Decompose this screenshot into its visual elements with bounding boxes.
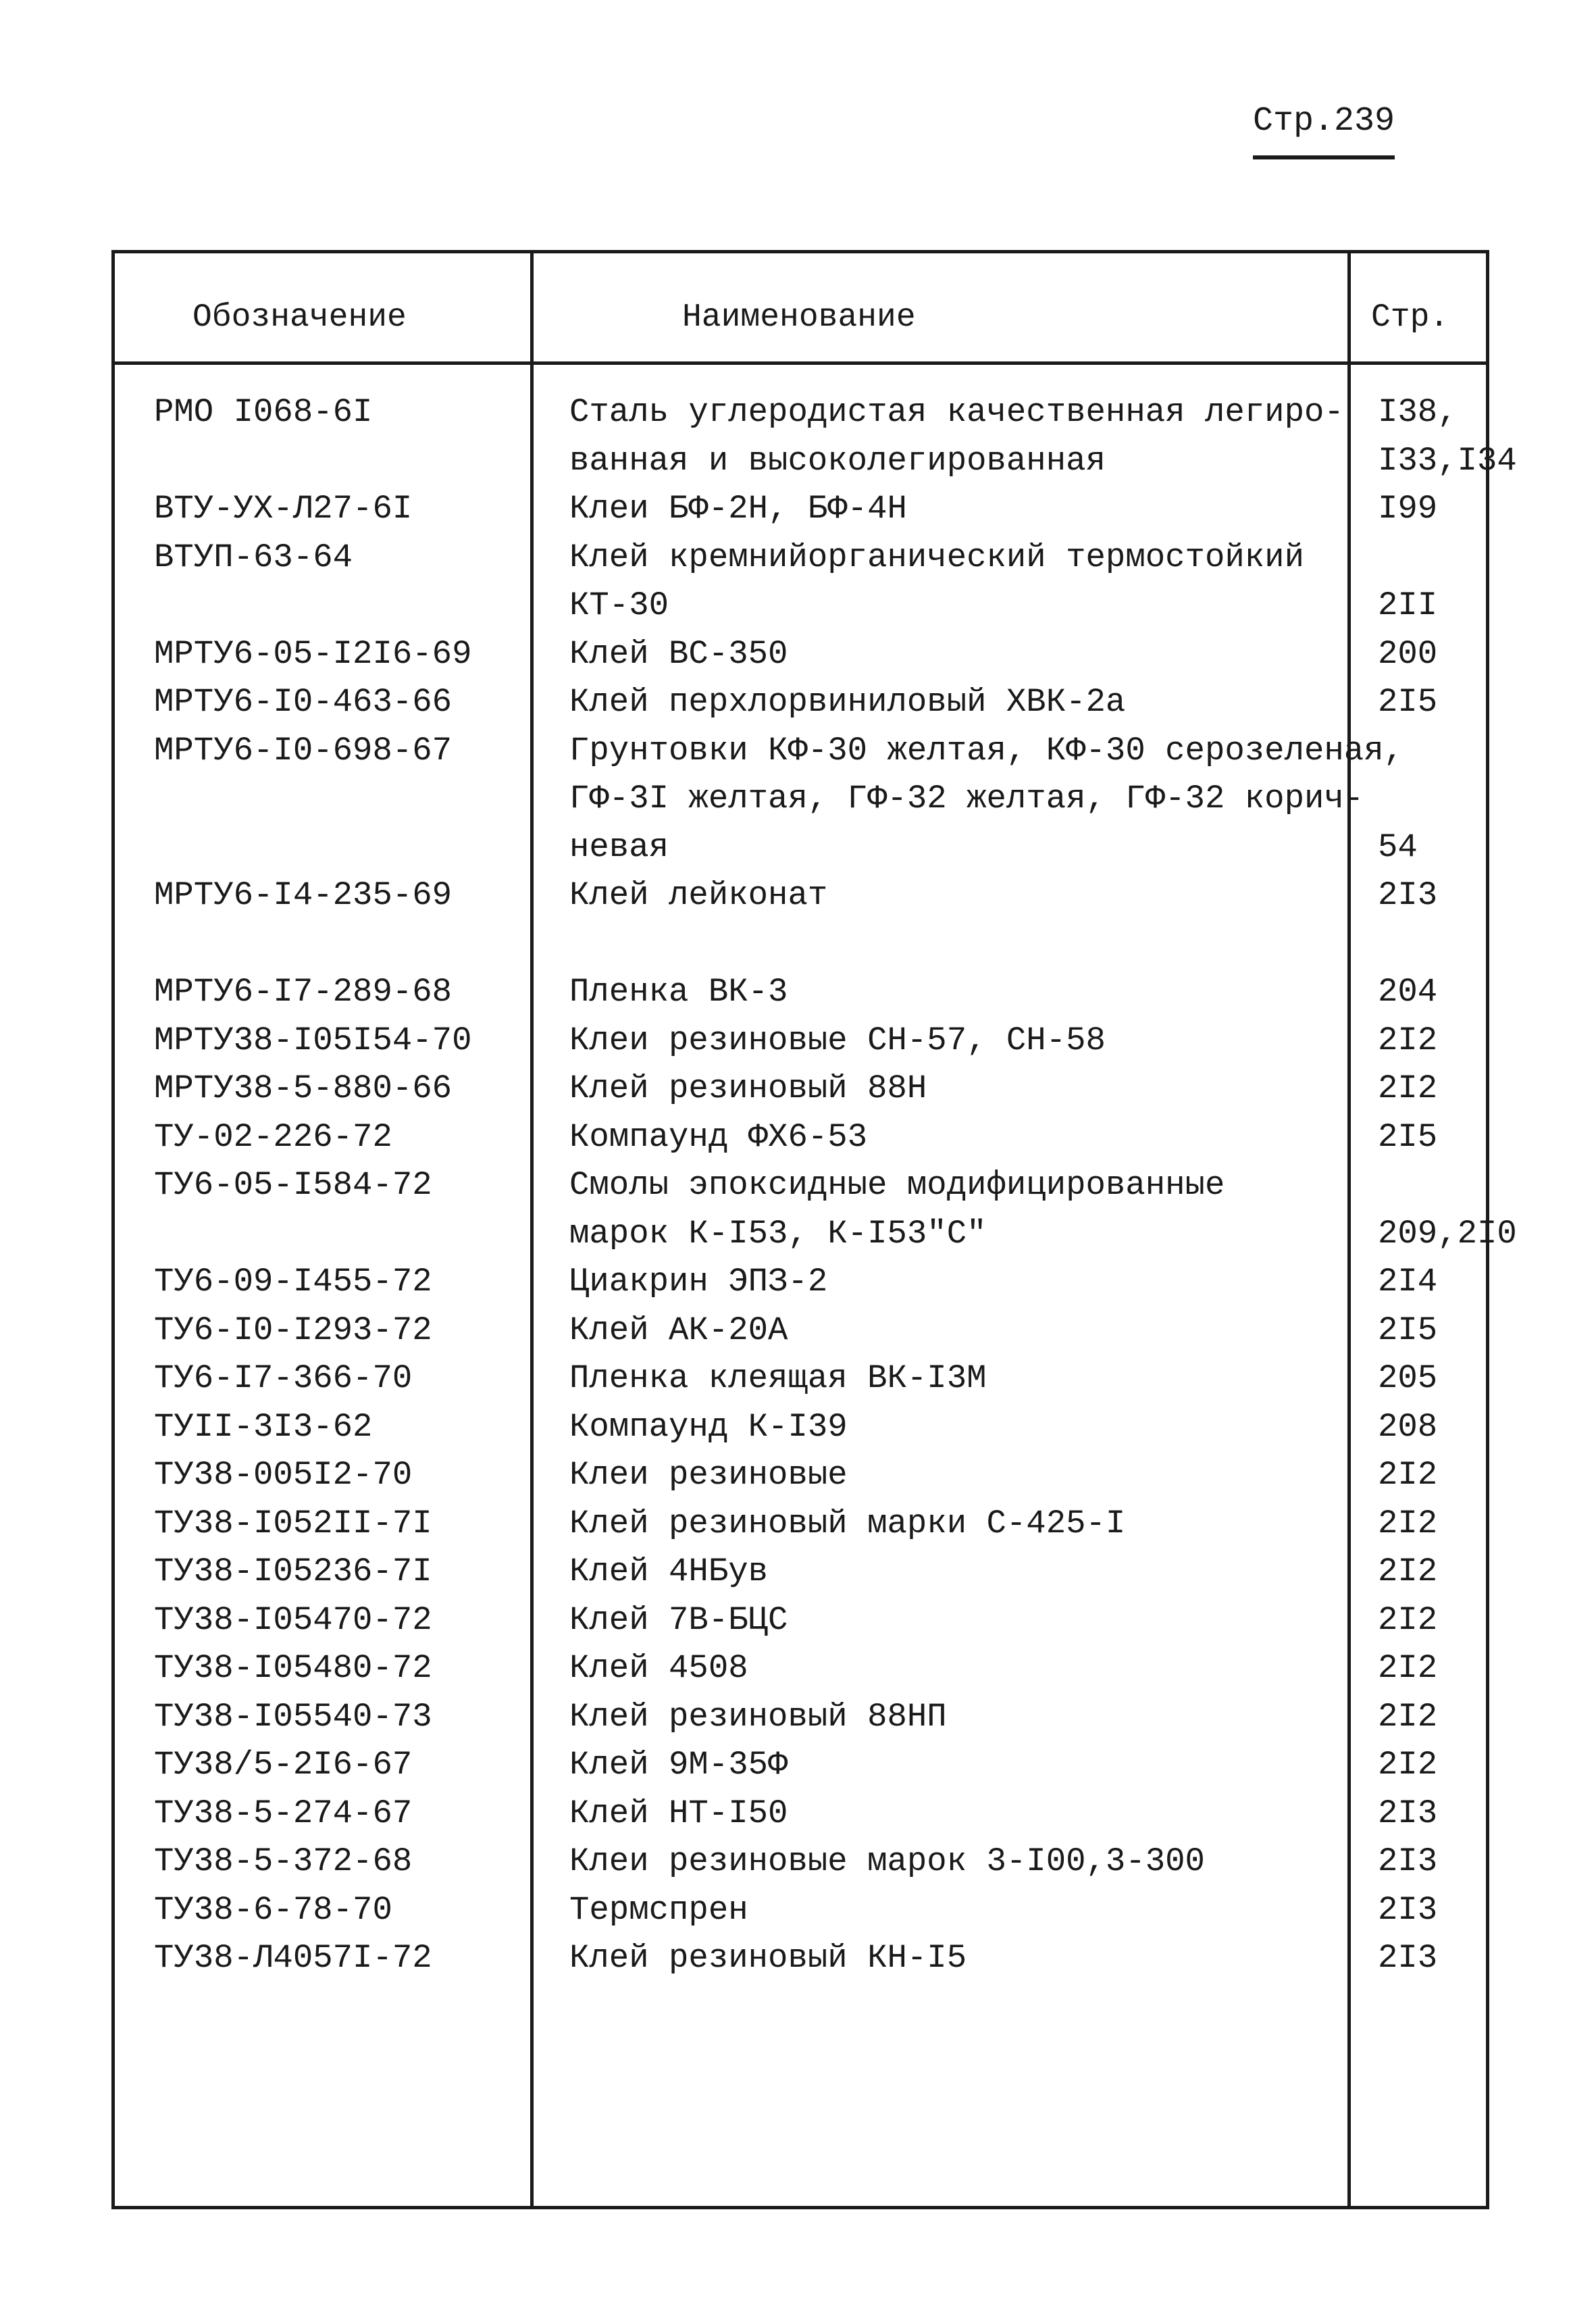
- table-row: [0, 1790, 1596, 1838]
- name-cell: Клей ВС-350: [569, 634, 788, 673]
- name-cell: марок К-I53, К-I53"С": [569, 1214, 987, 1253]
- table-body: [0, 388, 1596, 1983]
- designation-cell: ТУ38/5-2I6-67: [154, 1746, 413, 1784]
- name-cell: Клей кремнийорганический термостойкий: [569, 538, 1304, 576]
- name-cell: Циакрин ЭПЗ-2: [569, 1263, 828, 1301]
- designation-cell: ТУII-3I3-62: [154, 1407, 373, 1446]
- page-number: Стр.239: [1253, 102, 1395, 141]
- name-cell: Сталь углеродистая качественная легиро-: [569, 393, 1344, 431]
- table-row: [0, 1355, 1596, 1403]
- name-cell: Клеи БФ-2Н, БФ-4Н: [569, 490, 907, 528]
- designation-cell: ТУ38-I05540-73: [154, 1697, 432, 1736]
- header-divider: [111, 361, 1489, 365]
- designation-cell: РМО I068-6I: [154, 393, 373, 431]
- name-cell: ванная и высоколегированная: [569, 441, 1106, 480]
- table-row: [0, 824, 1596, 872]
- header-name: Наименование: [682, 299, 916, 336]
- designation-cell: ТУ6-I0-I293-72: [154, 1311, 432, 1349]
- table-row: [0, 678, 1596, 727]
- table-row: [0, 1886, 1596, 1935]
- page-cell: I38,: [1378, 393, 1458, 431]
- name-cell: Клеи резиновые СН-57, СН-58: [569, 1021, 1106, 1059]
- name-cell: Клей 9М-35Ф: [569, 1746, 788, 1784]
- designation-cell: ВТУ-УХ-Л27-6I: [154, 490, 413, 528]
- name-cell: Клей НТ-I50: [569, 1794, 788, 1832]
- table-row: [0, 485, 1596, 534]
- table-row: [0, 1741, 1596, 1790]
- page-number-underline: [1253, 155, 1395, 159]
- name-cell: Клеи резиновые: [569, 1456, 848, 1494]
- name-cell: ГФ-3I желтая, ГФ-32 желтая, ГФ-32 корич-: [569, 780, 1364, 818]
- page-cell: I99: [1378, 490, 1438, 528]
- table-row: [0, 1258, 1596, 1307]
- table-row: [0, 775, 1596, 824]
- name-cell: КТ-30: [569, 586, 669, 624]
- page-cell: 2I5: [1378, 1117, 1438, 1156]
- table-row: [0, 388, 1596, 437]
- name-cell: Клей резиновый 88НП: [569, 1697, 947, 1736]
- designation-cell: ТУ38-6-78-70: [154, 1890, 392, 1929]
- designation-cell: МРТУ6-I0-463-66: [154, 683, 453, 721]
- name-cell: Смолы эпоксидные модифицированные: [569, 1166, 1225, 1204]
- page-cell: 2I2: [1378, 1504, 1438, 1542]
- table-row: [0, 1693, 1596, 1742]
- page-cell: 2I3: [1378, 1842, 1438, 1880]
- page-cell: 208: [1378, 1407, 1438, 1446]
- designation-cell: ТУ6-I7-366-70: [154, 1359, 413, 1397]
- name-cell: Компаунд К-I39: [569, 1407, 848, 1446]
- name-cell: Компаунд ФХ6-53: [569, 1117, 868, 1156]
- name-cell: Термспрен: [569, 1890, 748, 1929]
- name-cell: Клей перхлорвиниловый ХВК-2а: [569, 683, 1126, 721]
- name-cell: Пленка клеящая ВК-I3М: [569, 1359, 987, 1397]
- page-cell: I33,I34: [1378, 441, 1517, 480]
- table-row: [0, 1065, 1596, 1113]
- designation-cell: МРТУ6-I0-698-67: [154, 731, 453, 770]
- page-cell: 2I2: [1378, 1601, 1438, 1639]
- table-row: [0, 1403, 1596, 1452]
- name-cell: Клей 7В-БЦС: [569, 1601, 788, 1639]
- page-cell: 2I5: [1378, 1311, 1438, 1349]
- designation-cell: МРТУ6-05-I2I6-69: [154, 634, 472, 673]
- name-cell: Клеи резиновые марок 3-I00,3-300: [569, 1842, 1205, 1880]
- designation-cell: ТУ38-I052II-7I: [154, 1504, 432, 1542]
- table-row: [0, 1644, 1596, 1693]
- name-cell: Клей лейконат: [569, 876, 828, 914]
- page-cell: 2I2: [1378, 1456, 1438, 1494]
- name-cell: Клей 4508: [569, 1649, 748, 1687]
- designation-cell: ТУ6-09-I455-72: [154, 1263, 432, 1301]
- page-cell: 2I2: [1378, 1070, 1438, 1107]
- table-row: [0, 872, 1596, 920]
- table-row: [0, 582, 1596, 630]
- table-row: [0, 1500, 1596, 1549]
- table-row: [0, 1451, 1596, 1500]
- table-row: [0, 1548, 1596, 1596]
- table-row: [0, 1113, 1596, 1162]
- header-designation: Обозначение: [192, 299, 407, 336]
- designation-cell: ТУ38-5-372-68: [154, 1842, 413, 1880]
- table-row: [0, 1161, 1596, 1210]
- designation-cell: ТУ38-I05480-72: [154, 1649, 432, 1687]
- table-row: [0, 630, 1596, 679]
- designation-cell: ТУ6-05-I584-72: [154, 1166, 432, 1204]
- name-cell: Клей резиновый марки С-425-I: [569, 1504, 1126, 1542]
- page-cell: 2I2: [1378, 1746, 1438, 1784]
- designation-cell: ТУ38-I05236-7I: [154, 1553, 432, 1590]
- name-cell: Клей 4НБув: [569, 1553, 769, 1590]
- page-cell: 2I2: [1378, 1697, 1438, 1736]
- page-cell: 2I2: [1378, 1649, 1438, 1687]
- designation-cell: ТУ38-I05470-72: [154, 1601, 432, 1639]
- page-cell: 2I2: [1378, 1021, 1438, 1059]
- table-row: [0, 1934, 1596, 1983]
- designation-cell: ТУ38-5-274-67: [154, 1794, 413, 1832]
- name-cell: Грунтовки КФ-30 желтая, КФ-30 серозеленая,: [569, 731, 1404, 770]
- page-cell: 200: [1378, 634, 1438, 673]
- designation-cell: МРТУ6-I4-235-69: [154, 876, 453, 914]
- name-cell: Клей резиновый 88Н: [569, 1070, 927, 1107]
- table-row: [0, 437, 1596, 486]
- designation-cell: МРТУ6-I7-289-68: [154, 973, 453, 1011]
- page-cell: 54: [1378, 828, 1418, 866]
- designation-cell: МРТУ38-I05I54-70: [154, 1021, 472, 1059]
- table-row: [0, 534, 1596, 582]
- page-cell: 2I3: [1378, 1939, 1438, 1977]
- page-cell: 2I3: [1378, 876, 1438, 914]
- designation-cell: ТУ38-Л4057I-72: [154, 1939, 432, 1977]
- table-row: [0, 1017, 1596, 1065]
- name-cell: Клей АК-20А: [569, 1311, 788, 1349]
- designation-cell: ВТУП-63-64: [154, 538, 353, 576]
- page-cell: 2I3: [1378, 1890, 1438, 1929]
- header-page: Стр.: [1371, 299, 1449, 336]
- name-cell: Клей резиновый КН-I5: [569, 1939, 967, 1977]
- table-row: [0, 920, 1596, 969]
- page-cell: 2I3: [1378, 1794, 1438, 1832]
- table-row: [0, 1307, 1596, 1355]
- table-row: [0, 1838, 1596, 1886]
- page-cell: 205: [1378, 1359, 1438, 1397]
- page-cell: 2I2: [1378, 1553, 1438, 1590]
- table-row: [0, 1210, 1596, 1259]
- table-row: [0, 1596, 1596, 1645]
- designation-cell: ТУ38-005I2-70: [154, 1456, 413, 1494]
- page-cell: 2II: [1378, 586, 1438, 624]
- page-cell: 2I4: [1378, 1263, 1438, 1301]
- table-row: [0, 968, 1596, 1017]
- name-cell: Пленка ВК-3: [569, 973, 788, 1011]
- name-cell: невая: [569, 828, 669, 866]
- table-row: [0, 727, 1596, 776]
- page-cell: 204: [1378, 973, 1438, 1011]
- page-cell: 209,2I0: [1378, 1214, 1517, 1253]
- designation-cell: ТУ-02-226-72: [154, 1117, 392, 1156]
- designation-cell: МРТУ38-5-880-66: [154, 1070, 453, 1107]
- page-cell: 2I5: [1378, 683, 1438, 721]
